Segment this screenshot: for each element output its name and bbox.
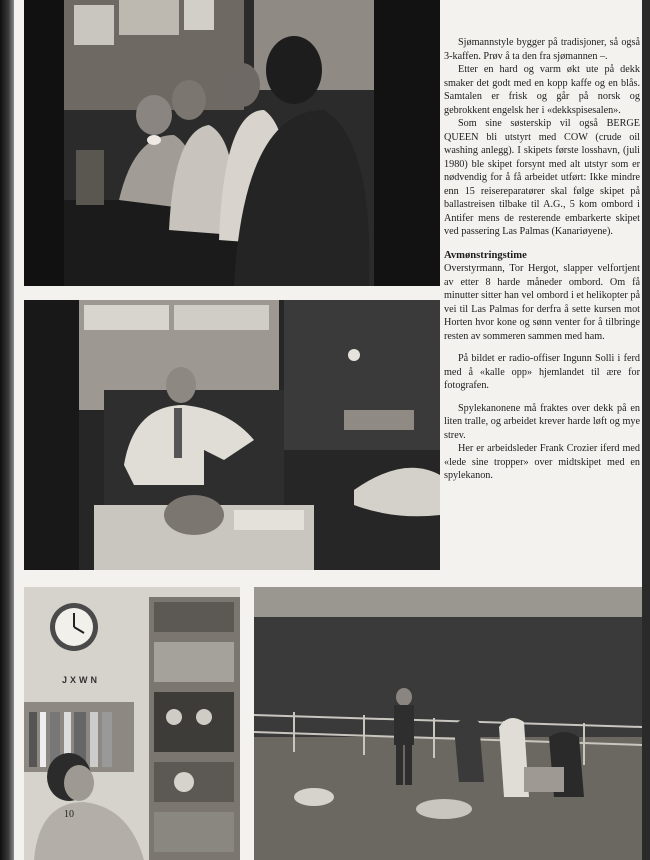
article-text-column [444, 36, 640, 483]
officer-relaxing-photo-icon [24, 300, 440, 570]
article-paragraph: Som sine søsterskip vil også BERGE QUEEN bli utstyrt med COW (crude oil washing anlegg). I skipets første losshavn, (juli 1980) ble skipet forsynt med alt utstyr som er nødvendig for å få arbeidet utført: Ikke mindre enn 15 reisereparatører skal følge skipet på ballastreisen tilbake til A.G., 5 kom ombord i Antifer mens de resterende embarkerte skipet ved passering Las Palmas (Kanariøyene). [444, 118, 640, 237]
photo-caption: Her er arbeidsleder Frank Crozier iferd med «lede sine tropper» over midtskipet med en spylekanon. [444, 443, 640, 481]
radio-room-photo [24, 587, 240, 860]
radio-room-photo-icon [24, 587, 240, 860]
article-paragraph: Overstyrmann, Tor Hergot, slapper velfortjent av etter 8 harde måneder ombord. Om få minutter sitter han vel ombord i et helikopter på vei til Las Palmas for derfra å sette kursen mot Horten hvor kone og sønn venter for å tilbringe resten av sommeren sammen med ham. [444, 263, 640, 342]
magazine-page [14, 0, 642, 860]
section-heading: Avmønstringstime [444, 249, 527, 261]
photo-caption: Spylekanonene må fraktes over dekk på en liten tralle, og arbeidet krever harde løft og mye strev. [444, 402, 640, 441]
officer-relaxing-photo [24, 300, 440, 570]
photo-caption: På bildet er radio-offiser Ingunn Solli i ferd med å «kalle opp» hjemlandet til ære for fotografen. [444, 353, 640, 391]
deck-workers-photo-icon [254, 587, 642, 860]
crew-drinking-coffee-photo-icon [24, 0, 440, 286]
article-paragraph: Sjømannstyle bygger på tradisjoner, så også 3-kaffen. Prøv å ta den fra sjømannen –. [444, 37, 640, 62]
crew-coffee-photo [24, 0, 440, 286]
article-paragraph: Etter en hard og varm økt ute på dekk smaker det godt med en kopp kaffe og en blås. Samtalen er frisk og går på norsk og gebrokkent engelsk her i «dekkspisesalen». [444, 64, 640, 116]
deck-workers-photo [254, 587, 642, 860]
radio-callsign-label: JXWN [62, 675, 101, 685]
book-spine [0, 0, 14, 860]
page-number: 10 [64, 809, 74, 820]
